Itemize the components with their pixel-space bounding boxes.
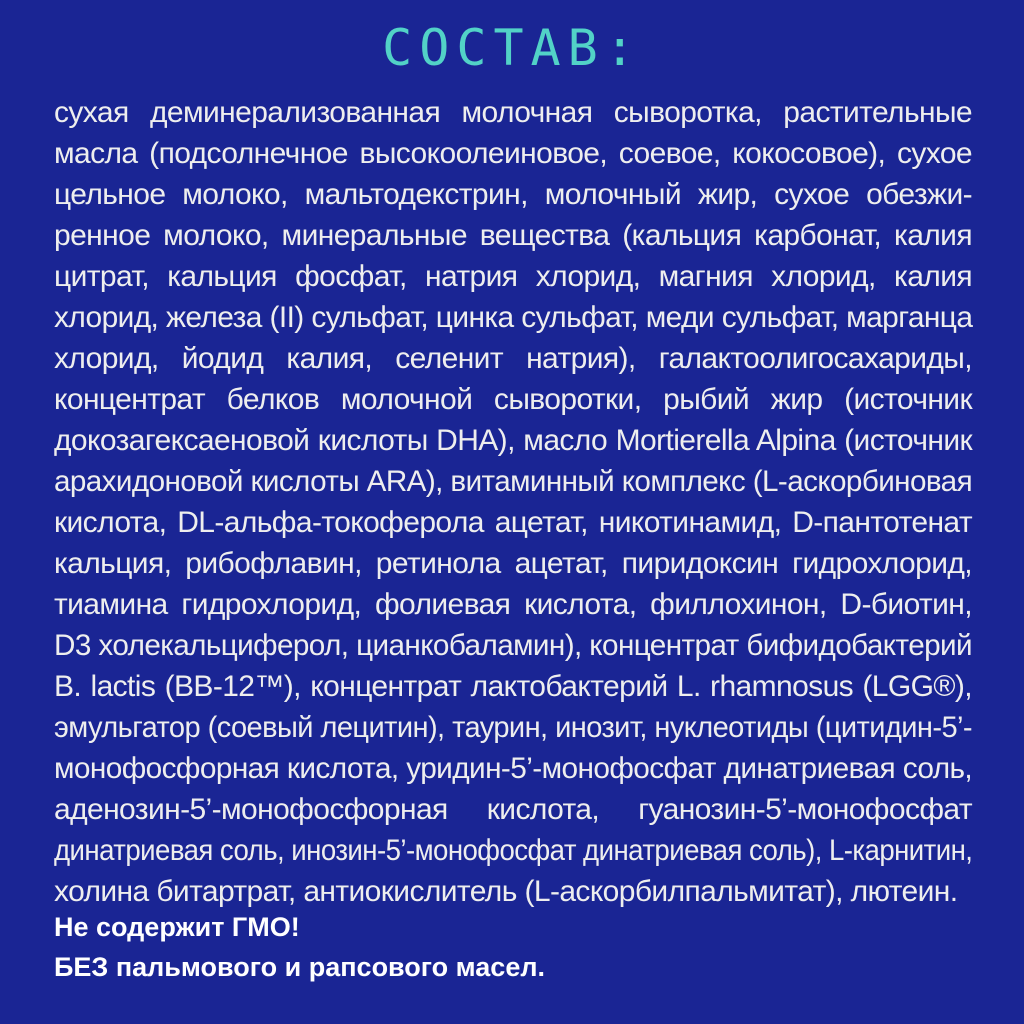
ingredients-text	[54, 92, 972, 912]
no-palm-oil-note: БЕЗ пальмового и рапсового масел.	[54, 952, 545, 982]
ingredients-line: тиамина гидрохлорид, фолиевая кислота, филлохинон, D-биотин,	[54, 588, 972, 621]
ingredients-line: масла (подсолнечное высокоолеиновое, соевое, кокосовое), сухое	[54, 137, 972, 170]
composition-heading: СОСТАВ:	[382, 19, 642, 77]
ingredients-line: арахидоновой кислоты ARA), витаминный комплекс (L-аскорбиновая	[54, 465, 973, 498]
ingredients-line: хлорид, железа (II) сульфат, цинка сульфат, меди сульфат, марганца	[54, 301, 973, 334]
ingredients-line: B. lactis (BB-12™), концентрат лактобактерий L. rhamnosus (LGG®),	[54, 670, 972, 703]
ingredients-line: кальция, рибофлавин, ретинола ацетат, пиридоксин гидрохлорид,	[54, 547, 972, 580]
ingredients-line: ренное молоко, минеральные вещества (кальция карбонат, калия	[54, 219, 972, 252]
ingredients-line: хлорид, йодид калия, селенит натрия), галактоолигосахариды,	[54, 342, 972, 375]
ingredients-line: цельное молоко, мальтодекстрин, молочный жир, сухое обезжи-	[54, 178, 972, 211]
ingredients-line: докозагексаеновой кислоты DHA), масло Mortierella Alpina (источник	[54, 424, 972, 457]
ingredients-line: эмульгатор (соевый лецитин), таурин, инозит, нуклеотиды (цитидин-5’-	[54, 711, 972, 744]
ingredients-line: кислота, DL-альфа-токоферола ацетат, никотинамид, D-пантотенат	[54, 506, 972, 539]
product-notes	[54, 907, 972, 987]
ingredients-line: холина битартрат, антиокислитель (L-аскорбилпальмитат), лютеин.	[54, 875, 958, 908]
ingredients-line: аденозин-5’-монофосфорная кислота, гуанозин-5’-монофосфат	[54, 793, 972, 826]
ingredients-line: D3 холекальциферол, цианкобаламин), концентрат бифидобактерий	[54, 629, 972, 662]
ingredients-line: цитрат, кальция фосфат, натрия хлорид, магния хлорид, калия	[54, 260, 972, 293]
ingredients-line: сухая деминерализованная молочная сыворотка, растительные	[54, 96, 972, 129]
no-gmo-note: Не содержит ГМО!	[54, 912, 300, 942]
ingredients-line: концентрат белков молочной сыворотки, рыбий жир (источник	[54, 383, 972, 416]
ingredients-line: динатриевая соль, инозин-5’-монофосфат динатриевая соль), L-карнитин,	[54, 834, 973, 867]
ingredients-line: монофосфорная кислота, уридин-5’-монофосфат динатриевая соль,	[54, 752, 973, 785]
